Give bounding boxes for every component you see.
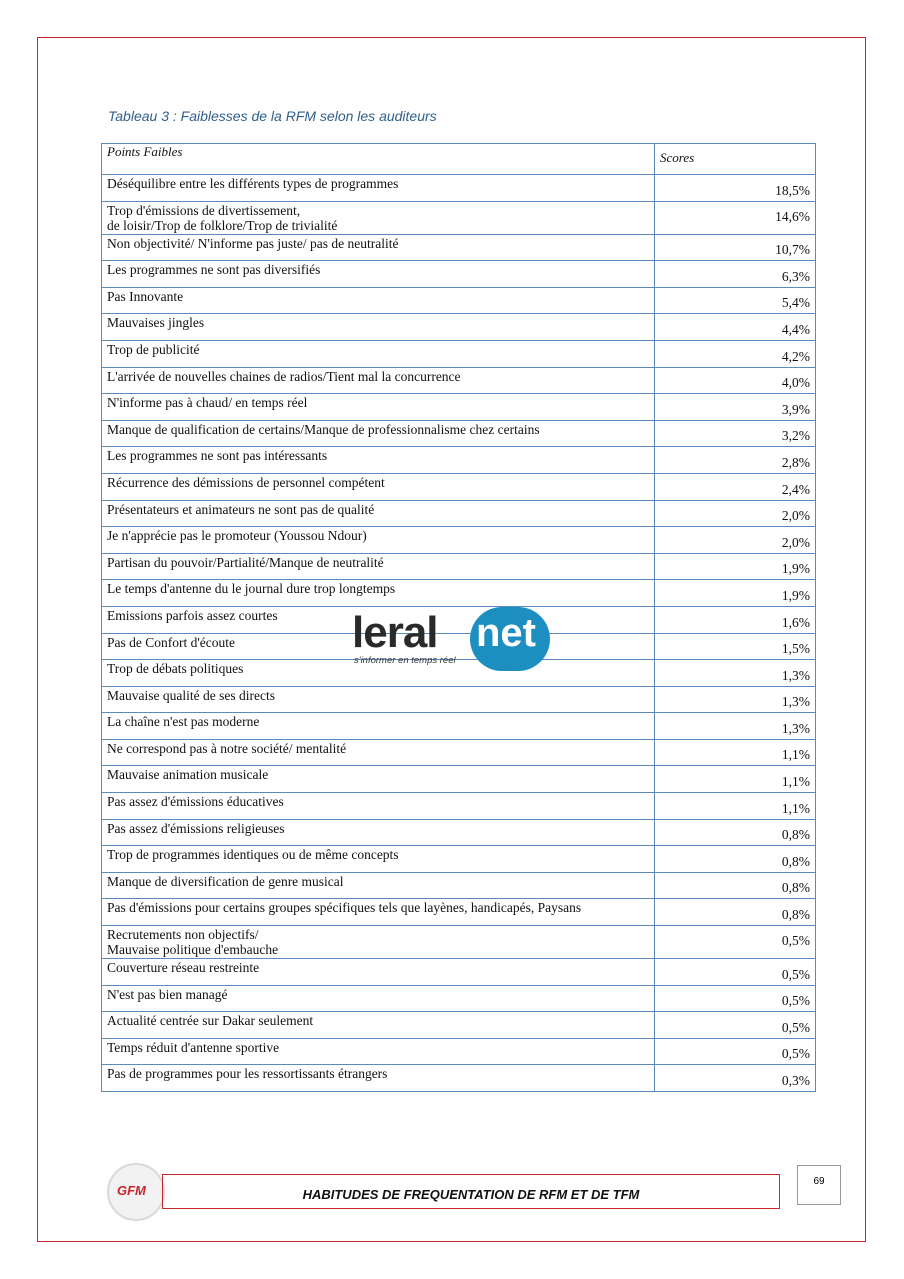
row-score: 0,5% — [655, 1012, 816, 1039]
watermark-suffix: net — [476, 611, 536, 655]
row-label: Présentateurs et animateurs ne sont pas de qualité — [102, 500, 655, 527]
row-score: 0,3% — [655, 1065, 816, 1092]
table-row — [102, 580, 816, 607]
table-row — [102, 527, 816, 554]
row-label: Trop de débats politiques — [102, 660, 655, 687]
row-score: 0,8% — [655, 819, 816, 846]
row-score: 1,3% — [655, 713, 816, 740]
row-label: Pas de Confort d'écoute — [102, 633, 655, 660]
row-label: N'est pas bien managé — [102, 985, 655, 1012]
row-label: Mauvaise qualité de ses directs — [102, 686, 655, 713]
row-label: Trop de publicité — [102, 340, 655, 367]
table-row — [102, 394, 816, 421]
watermark-tagline: s'informer en temps réel — [354, 655, 456, 666]
footer-title: HABITUDES DE FREQUENTATION DE RFM ET DE TFM — [302, 1187, 640, 1202]
table-row — [102, 686, 816, 713]
row-label: Pas d'émissions pour certains groupes spécifiques tels que layènes, handicapés, Paysans — [102, 899, 655, 926]
row-score: 1,9% — [655, 553, 816, 580]
table-row — [102, 314, 816, 341]
row-label: Mauvaise animation musicale — [102, 766, 655, 793]
row-score: 2,4% — [655, 473, 816, 500]
row-score: 3,2% — [655, 420, 816, 447]
table-row — [102, 1012, 816, 1039]
row-label: Manque de diversification de genre musical — [102, 872, 655, 899]
table-row — [102, 1038, 816, 1065]
table-row — [102, 739, 816, 766]
row-label: Trop d'émissions de divertissement, de loisir/Trop de folklore/Trop de trivialité — [102, 201, 655, 234]
row-label: L'arrivée de nouvelles chaines de radios/Tient mal la concurrence — [102, 367, 655, 394]
table-row — [102, 819, 816, 846]
page-number: 69 — [797, 1165, 841, 1205]
row-label: Actualité centrée sur Dakar seulement — [102, 1012, 655, 1039]
header-points: Points Faibles — [102, 144, 655, 175]
row-label: Les programmes ne sont pas diversifiés — [102, 261, 655, 288]
row-label: Pas de programmes pour les ressortissants étrangers — [102, 1065, 655, 1092]
table-row — [102, 846, 816, 873]
row-label: Couverture réseau restreinte — [102, 959, 655, 986]
row-score: 1,5% — [655, 633, 816, 660]
row-score: 0,8% — [655, 899, 816, 926]
row-label: Trop de programmes identiques ou de même concepts — [102, 846, 655, 873]
row-score: 1,6% — [655, 606, 816, 633]
row-score: 4,2% — [655, 340, 816, 367]
row-label: N'informe pas à chaud/ en temps réel — [102, 394, 655, 421]
row-score: 2,0% — [655, 527, 816, 554]
table-row — [102, 340, 816, 367]
table-row — [102, 234, 816, 261]
row-score: 14,6% — [655, 201, 816, 234]
row-score: 1,3% — [655, 660, 816, 687]
table-row — [102, 899, 816, 926]
row-score: 0,5% — [655, 959, 816, 986]
table-row — [102, 287, 816, 314]
row-label: Pas Innovante — [102, 287, 655, 314]
row-label: Les programmes ne sont pas intéressants — [102, 447, 655, 474]
row-score: 0,8% — [655, 846, 816, 873]
row-label: Je n'apprécie pas le promoteur (Youssou Ndour) — [102, 527, 655, 554]
row-score: 1,3% — [655, 686, 816, 713]
row-label: Non objectivité/ N'informe pas juste/ pas de neutralité — [102, 234, 655, 261]
table-row — [102, 473, 816, 500]
gfm-logo — [107, 1163, 165, 1221]
row-score: 3,9% — [655, 394, 816, 421]
row-score: 6,3% — [655, 261, 816, 288]
leralnet-watermark-logo — [352, 607, 552, 671]
watermark-brand: leral — [352, 608, 438, 657]
row-score: 1,1% — [655, 793, 816, 820]
row-score: 0,5% — [655, 926, 816, 959]
table-row — [102, 420, 816, 447]
table-row — [102, 553, 816, 580]
row-label: Pas assez d'émissions religieuses — [102, 819, 655, 846]
table-row — [102, 872, 816, 899]
row-label: Déséquilibre entre les différents types de programmes — [102, 175, 655, 202]
row-score: 4,0% — [655, 367, 816, 394]
table-row — [102, 201, 816, 234]
row-label: Partisan du pouvoir/Partialité/Manque de neutralité — [102, 553, 655, 580]
gfm-logo-text: GFM — [117, 1183, 146, 1198]
row-label: Temps réduit d'antenne sportive — [102, 1038, 655, 1065]
row-label: Récurrence des démissions de personnel compétent — [102, 473, 655, 500]
row-score: 1,9% — [655, 580, 816, 607]
table-row — [102, 926, 816, 959]
table-row — [102, 367, 816, 394]
row-score: 18,5% — [655, 175, 816, 202]
row-label: Le temps d'antenne du le journal dure trop longtemps — [102, 580, 655, 607]
table-row — [102, 1065, 816, 1092]
row-score: 1,1% — [655, 766, 816, 793]
table-row — [102, 500, 816, 527]
row-score: 0,5% — [655, 985, 816, 1012]
row-score: 10,7% — [655, 234, 816, 261]
table-caption: Tableau 3 : Faiblesses de la RFM selon les auditeurs — [108, 108, 437, 124]
table-row — [102, 793, 816, 820]
row-label: Recrutements non objectifs/ Mauvaise politique d'embauche — [102, 926, 655, 959]
row-label: Ne correspond pas à notre société/ mentalité — [102, 739, 655, 766]
row-label: Manque de qualification de certains/Manque de professionnalisme chez certains — [102, 420, 655, 447]
row-score: 0,8% — [655, 872, 816, 899]
row-score: 5,4% — [655, 287, 816, 314]
row-score: 2,8% — [655, 447, 816, 474]
table-row — [102, 766, 816, 793]
table-row — [102, 713, 816, 740]
row-score: 1,1% — [655, 739, 816, 766]
footer-bar — [162, 1174, 780, 1209]
header-scores: Scores — [655, 144, 816, 175]
row-score: 4,4% — [655, 314, 816, 341]
table-header-row — [102, 144, 816, 175]
row-label: Mauvaises jingles — [102, 314, 655, 341]
row-label: La chaîne n'est pas moderne — [102, 713, 655, 740]
table-row — [102, 261, 816, 288]
row-score: 2,0% — [655, 500, 816, 527]
row-score: 0,5% — [655, 1038, 816, 1065]
row-label: Pas assez d'émissions éducatives — [102, 793, 655, 820]
table-row — [102, 985, 816, 1012]
table-row — [102, 959, 816, 986]
row-label: Emissions parfois assez courtes — [102, 606, 655, 633]
table-row — [102, 447, 816, 474]
table-row — [102, 175, 816, 202]
